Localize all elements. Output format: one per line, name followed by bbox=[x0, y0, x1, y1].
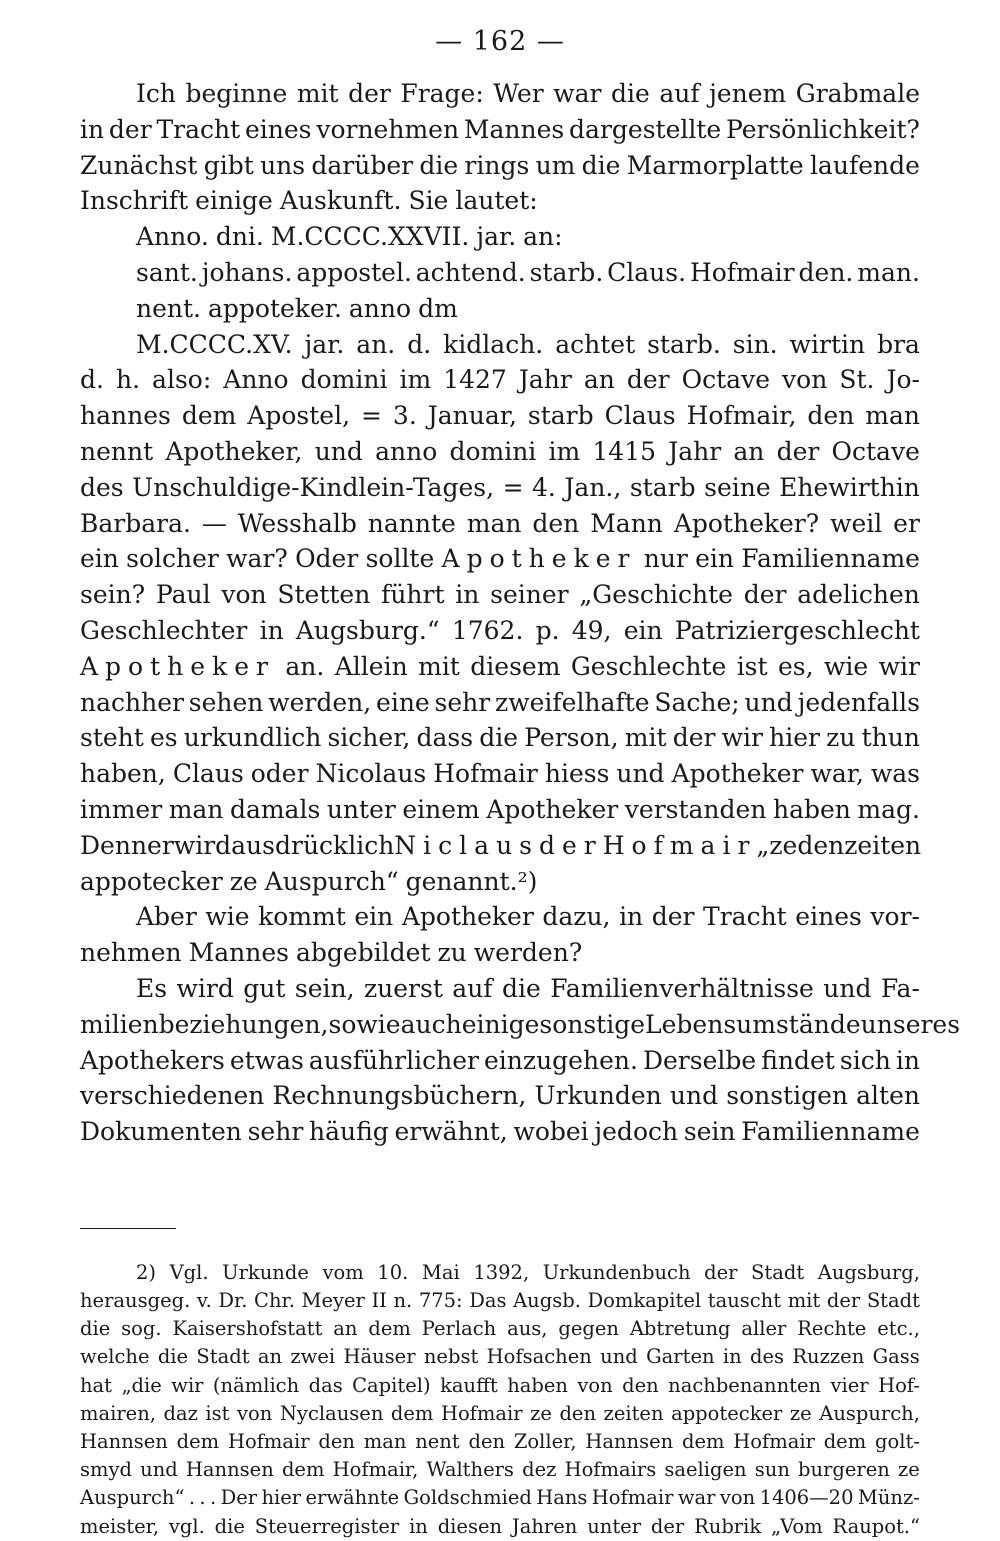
text-line: des Unschuldige-Kindlein-Tages, = 4. Jan., starb seine Ehewirthin bbox=[80, 472, 920, 502]
footnote-line: Hannsen dem Hofmair den man nent den Zoller, Hannsen dem Hofmair dem golt- bbox=[80, 1430, 920, 1454]
text-line: Apotheker an. Allein mit diesem Geschlechte ist es, wie wir bbox=[80, 651, 920, 681]
text-line: nennt Apotheker, und anno domini im 1415 Jahr an der Octave bbox=[80, 436, 920, 466]
text-line: Ich beginne mit der Frage: Wer war die auf jenem Grabmale bbox=[136, 79, 920, 108]
text-line: Barbara. — Wesshalb nannte man den Mann Apotheker? weil er bbox=[80, 508, 920, 538]
text-line: steht es urkundlich sicher, dass die Person, mit der wir hier zu thun bbox=[80, 723, 920, 753]
text-line: M.CCCC.XV. jar. an. d. kidlach. achtet starb. sin. wirtin bra bbox=[136, 329, 920, 359]
text-line: in der Tracht eines vornehmen Mannes dargestellte Persönlichkeit? bbox=[80, 114, 920, 144]
main-text bbox=[80, 76, 961, 1150]
text-line: ein solcher war? Oder sollte Apotheker nur ein Familienname bbox=[80, 544, 920, 574]
text-line: Apothekers etwas ausführlicher einzugehen. Derselbe findet sich in bbox=[80, 1045, 920, 1075]
text-line: sein? Paul von Stetten führt in seiner „Geschichte der adelichen bbox=[80, 580, 920, 610]
document-page bbox=[80, 24, 961, 1541]
text-line: Es wird gut sein, zuerst auf die Familienverhältnisse und Fa- bbox=[136, 973, 920, 1003]
footnote-line: herausgeg. v. Dr. Chr. Meyer II n. 775: Das Augsb. Domkapitel tauscht mit der Stadt bbox=[80, 1289, 920, 1313]
text-line: Geschlechter in Augsburg.“ 1762. p. 49, ein Patriziergeschlecht bbox=[80, 615, 920, 645]
page-number: — 162 — bbox=[435, 26, 565, 57]
text-line: nent. appoteker. anno dm bbox=[136, 293, 458, 323]
footnote-line: Auspurch“ . . . Der hier erwähnte Goldschmied Hans Hofmair war von 1406—20 Münz- bbox=[80, 1486, 920, 1510]
footnote-line: die sog. Kaisershofstatt an dem Perlach aus, gegen Abtretung aller Rechte etc., bbox=[80, 1317, 920, 1341]
text-line: Denn er wird ausdrücklich Niclaus der Hofmair „ze den zeiten bbox=[80, 830, 922, 860]
footnote-separator bbox=[80, 1228, 176, 1229]
footnote-line: welche die Stadt an zwei Häuser nebst Hofsachen und Garten in des Ruzzen Gass bbox=[80, 1345, 920, 1369]
text-line: Inschrift einige Auskunft. Sie lautet: bbox=[80, 186, 538, 216]
text-line: hannes dem Apostel, = 3. Januar, starb Claus Hofmair, den man bbox=[80, 401, 920, 431]
text-line: verschiedenen Rechnungsbüchern, Urkunden und sonstigen alten bbox=[80, 1081, 920, 1111]
text-line: Dokumenten sehr häufig erwähnt, wobei jedoch sein Familienname bbox=[80, 1117, 920, 1147]
text-line: nachher sehen werden, eine sehr zweifelhafte Sache; und jedenfalls bbox=[80, 687, 920, 717]
text-line: immer man damals unter einem Apotheker verstanden haben mag. bbox=[80, 794, 920, 824]
footnote-line: meister, vgl. die Steuerregister in diesen Jahren unter der Rubrik „Vom Raupot.“ bbox=[80, 1514, 920, 1538]
footnote-line: smyd und Hannsen dem Hofmair, Walthers dez Hofmairs saeligen sun burgeren ze bbox=[80, 1458, 920, 1482]
footnote-line: mairen, daz ist von Nyclausen dem Hofmair ze den zeiten appotecker ze Auspurch, bbox=[80, 1401, 920, 1425]
footnote bbox=[80, 1259, 920, 1541]
text-line: sant. johans. appostel. achtend. starb. Claus. Hofmair den. man. bbox=[136, 257, 920, 287]
text-line: haben, Claus oder Nicolaus Hofmair hiess und Apotheker war, was bbox=[80, 759, 920, 789]
text-line: Aber wie kommt ein Apotheker dazu, in der Tracht eines vor- bbox=[136, 902, 920, 932]
text-line: d. h. also: Anno domini im 1427 Jahr an der Octave von St. Jo- bbox=[80, 365, 920, 395]
footnote-line: hat „die wir (nämlich das Capitel) kaufft haben von den nachbenannten vier Hof- bbox=[80, 1373, 920, 1397]
text-line: appotecker ze Auspurch“ genannt.²) bbox=[80, 866, 538, 896]
footnote-line: 2) Vgl. Urkunde vom 10. Mai 1392, Urkundenbuch der Stadt Augsburg, bbox=[136, 1260, 920, 1284]
text-line: Anno. dni. M.CCCC.XXVII. jar. an: bbox=[136, 222, 563, 252]
text-line: Zunächst gibt uns darüber die rings um die Marmorplatte laufende bbox=[80, 150, 920, 180]
text-line: nehmen Mannes abgebildet zu werden? bbox=[80, 938, 583, 968]
text-line: milienbeziehungen, sowie auch einige sonstige Lebensumstände unseres bbox=[80, 1009, 961, 1039]
